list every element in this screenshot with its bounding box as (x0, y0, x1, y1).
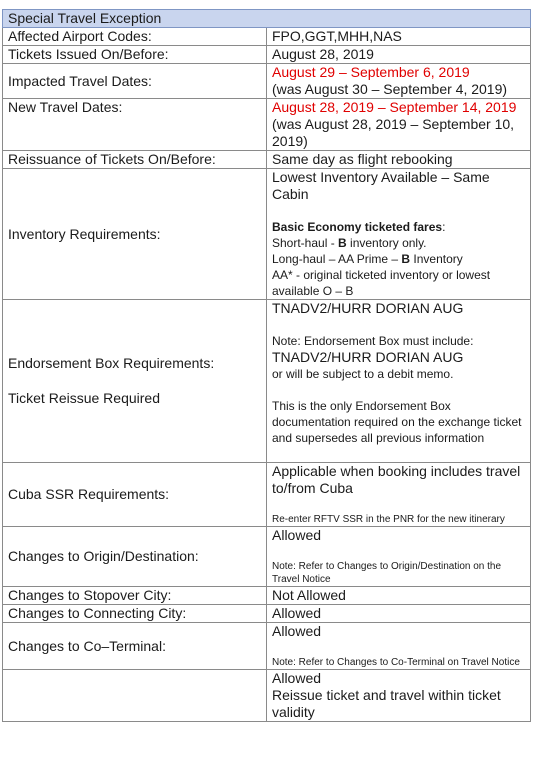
new-dates-label: New Travel Dates: (3, 99, 267, 151)
origin-destination-label: Changes to Origin/Destination: (3, 527, 267, 587)
reissuance-value: Same day as flight rebooking (267, 151, 531, 169)
impacted-dates-label: Impacted Travel Dates: (3, 64, 267, 99)
long-haul-bold: B (401, 252, 411, 266)
reissuance-label: Reissuance of Tickets On/Before: (3, 151, 267, 169)
endorsement-note-1: Note: Endorsement Box must include: (272, 334, 474, 348)
row-tickets-issued (3, 46, 531, 64)
travel-exception-table-wrapper (2, 9, 531, 758)
basic-economy-title: Basic Economy ticketed fares (272, 220, 443, 234)
table-title: Special Travel Exception (3, 10, 531, 28)
endorsement-label: Endorsement Box Requirements: (8, 355, 215, 371)
last-row-cell (267, 670, 531, 722)
row-impacted-dates (3, 64, 531, 99)
coterminal-label: Changes to Co–Terminal: (3, 623, 267, 670)
inventory-label: Inventory Requirements: (3, 169, 267, 300)
short-haul-line (272, 235, 525, 251)
cuba-ssr-cell (267, 463, 531, 527)
impacted-dates-cell (267, 64, 531, 99)
last-row-value-2: Reissue ticket and travel within ticket validity (272, 687, 501, 720)
row-reissuance (3, 151, 531, 169)
row-origin-destination (3, 527, 531, 587)
row-last (3, 670, 531, 722)
stopover-label: Changes to Stopover City: (3, 587, 267, 605)
inventory-cell (267, 169, 531, 300)
last-row-value-1: Allowed (272, 670, 322, 686)
cuba-ssr-note: Re-enter RFTV SSR in the PNR for the new itinerary (272, 514, 505, 525)
last-row-label (3, 670, 267, 722)
cuba-ssr-label: Cuba SSR Requirements: (3, 463, 267, 527)
aa-inventory-line: AA* - original ticketed inventory or lowest available O – B (272, 268, 491, 298)
endorsement-note-3: This is the only Endorsement Box documentation required on the exchange ticket and supersedes all previous information (272, 399, 522, 445)
airport-codes-label: Affected Airport Codes: (3, 28, 267, 46)
new-dates-value: August 28, 2019 – September 14, 2019 (272, 99, 517, 115)
basic-economy-colon: : (442, 220, 446, 234)
long-haul-suffix: Inventory (410, 252, 463, 266)
short-haul-prefix: Short-haul - (272, 236, 339, 250)
table-header-row (3, 10, 531, 28)
row-stopover (3, 587, 531, 605)
row-airport-codes (3, 28, 531, 46)
endorsement-label-cell (3, 300, 267, 463)
new-dates-cell (267, 99, 531, 151)
endorsement-cell (267, 300, 531, 463)
coterminal-cell (267, 623, 531, 670)
new-dates-note: (was August 28, 2019 – September 10, 2019) (272, 116, 515, 149)
tickets-issued-label: Tickets Issued On/Before: (3, 46, 267, 64)
connecting-label: Changes to Connecting City: (3, 605, 267, 623)
long-haul-line (272, 251, 525, 267)
stopover-value: Not Allowed (267, 587, 531, 605)
row-endorsement (3, 300, 531, 463)
row-connecting (3, 605, 531, 623)
impacted-dates-value: August 29 – September 6, 2019 (272, 64, 470, 80)
basic-economy-heading (272, 219, 525, 235)
impacted-dates-note: (was August 30 – September 4, 2019) (272, 81, 508, 97)
airport-codes-value: FPO,GGT,MHH,NAS (267, 28, 531, 46)
endorsement-code-2: TNADV2/HURR DORIAN AUG (272, 349, 464, 365)
row-coterminal (3, 623, 531, 670)
travel-exception-table (2, 9, 531, 722)
coterminal-value: Allowed (272, 623, 322, 639)
cuba-ssr-value: Applicable when booking includes travel to/from Cuba (272, 463, 521, 496)
endorsement-code: TNADV2/HURR DORIAN AUG (272, 300, 464, 316)
row-new-dates (3, 99, 531, 151)
origin-destination-note: Note: Refer to Changes to Origin/Destination on the Travel Notice (272, 561, 502, 585)
tickets-issued-value: August 28, 2019 (267, 46, 531, 64)
origin-destination-value: Allowed (272, 527, 322, 543)
endorsement-note-2: or will be subject to a debit memo. (272, 367, 454, 381)
short-haul-suffix: inventory only. (346, 236, 427, 250)
row-cuba-ssr (3, 463, 531, 527)
origin-destination-cell (267, 527, 531, 587)
ticket-reissue-label: Ticket Reissue Required (8, 390, 160, 406)
row-inventory (3, 169, 531, 300)
short-haul-bold: B (338, 236, 347, 250)
connecting-value: Allowed (267, 605, 531, 623)
long-haul-prefix: Long-haul – AA Prime – (272, 252, 402, 266)
inventory-line1: Lowest Inventory Available – Same Cabin (272, 169, 490, 202)
coterminal-note: Note: Refer to Changes to Co-Terminal on Travel Notice (272, 657, 520, 668)
